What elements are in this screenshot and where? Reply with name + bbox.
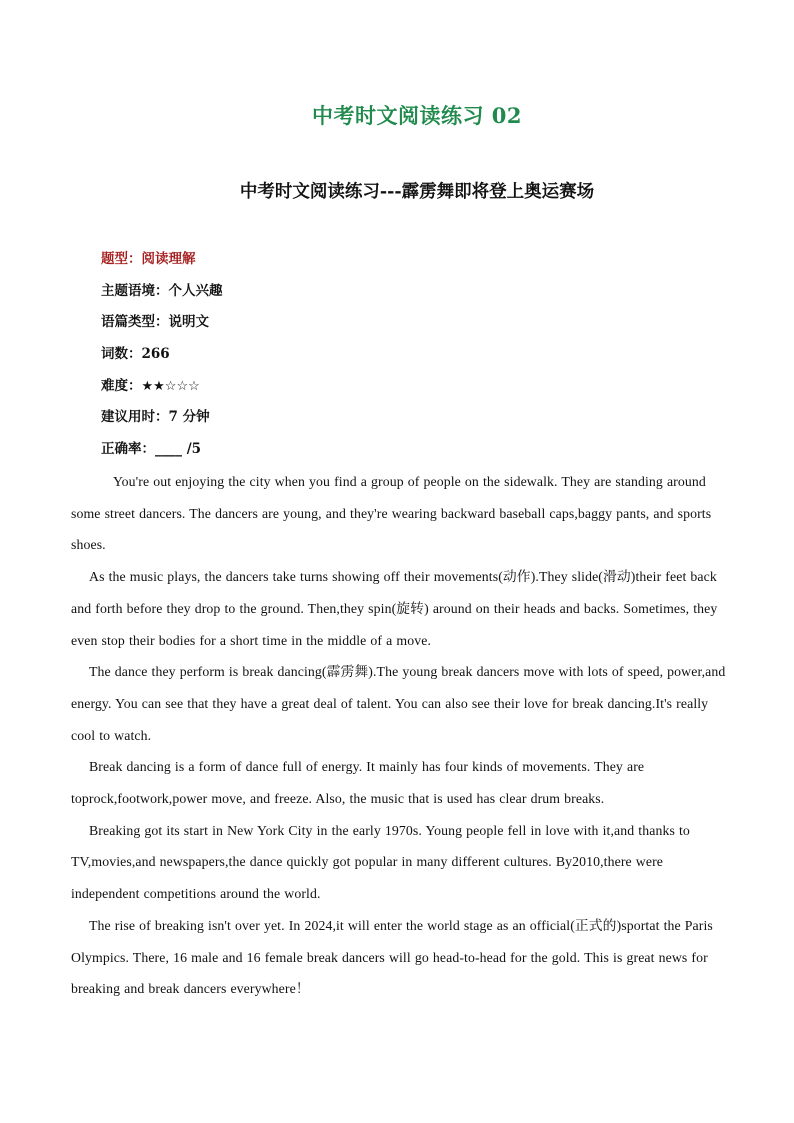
article-paragraph: Breaking got its start in New York City in the early 1970s. Young people fell in love with it,and thanks to TV,movies,and newspapers,the dance quickly got popular in many different cultures. By2010,there were independent competitions around the world. bbox=[71, 822, 690, 902]
exercise-info-list bbox=[101, 247, 223, 469]
difficulty-label: 难度： bbox=[101, 377, 142, 394]
page-title: 中考时文阅读练习 02 bbox=[311, 103, 523, 128]
word-count bbox=[101, 342, 223, 374]
article-paragraph: As the music plays, the dancers take turns showing off their movements(动作).They slide(滑动)their feet back and forth before they drop to the ground. Then,they spin(旋转) around on their heads and backs. Sometimes, they even stop their bodies for a short time in the middle of a move. bbox=[71, 569, 718, 648]
article-paragraph: Break dancing is a form of dance full of energy. It mainly has four kinds of movements. They are toprock,footwork,power move, and freeze. Also, the music that is used has clear drum breaks. bbox=[71, 759, 645, 807]
article-paragraph: The dance they perform is break dancing(霹雳舞).The young break dancers move with lots of speed, power,and energy. You can see that they have a great deal of talent. You can also see their love for break dancing.It's really cool to watch. bbox=[71, 664, 726, 743]
suggested-time: 建议用时：7 分钟 bbox=[101, 409, 210, 426]
article-paragraph: The rise of breaking isn't over yet. In 2024,it will enter the world stage as an official(正式的)sportat the Paris Olympics. There, 16 male and 16 female break dancers will go head-to-head for the gold. This is great news for breaking and break dancers everywhere！ bbox=[71, 917, 713, 997]
theme-context: 主题语境：个人兴趣 bbox=[101, 282, 223, 299]
difficulty bbox=[101, 374, 223, 406]
accuracy-field: 正确率：____ /5 bbox=[101, 441, 202, 458]
article-subtitle: 中考时文阅读练习---霹雳舞即将登上奥运赛场 bbox=[239, 182, 595, 202]
difficulty-stars: ★★☆☆☆ bbox=[141, 378, 200, 394]
word-count-label: 词数： bbox=[101, 346, 142, 363]
article-body bbox=[71, 466, 731, 1005]
word-count-value: 266 bbox=[141, 346, 170, 363]
article-paragraph: You're out enjoying the city when you find a group of people on the sidewalk. They are standing around some street dancers. The dancers are young, and they're wearing backward baseball caps,baggy pants, and sports shoes. bbox=[71, 474, 712, 553]
text-type: 语篇类型：说明文 bbox=[101, 314, 209, 331]
question-type: 题型：阅读理解 bbox=[101, 251, 196, 267]
